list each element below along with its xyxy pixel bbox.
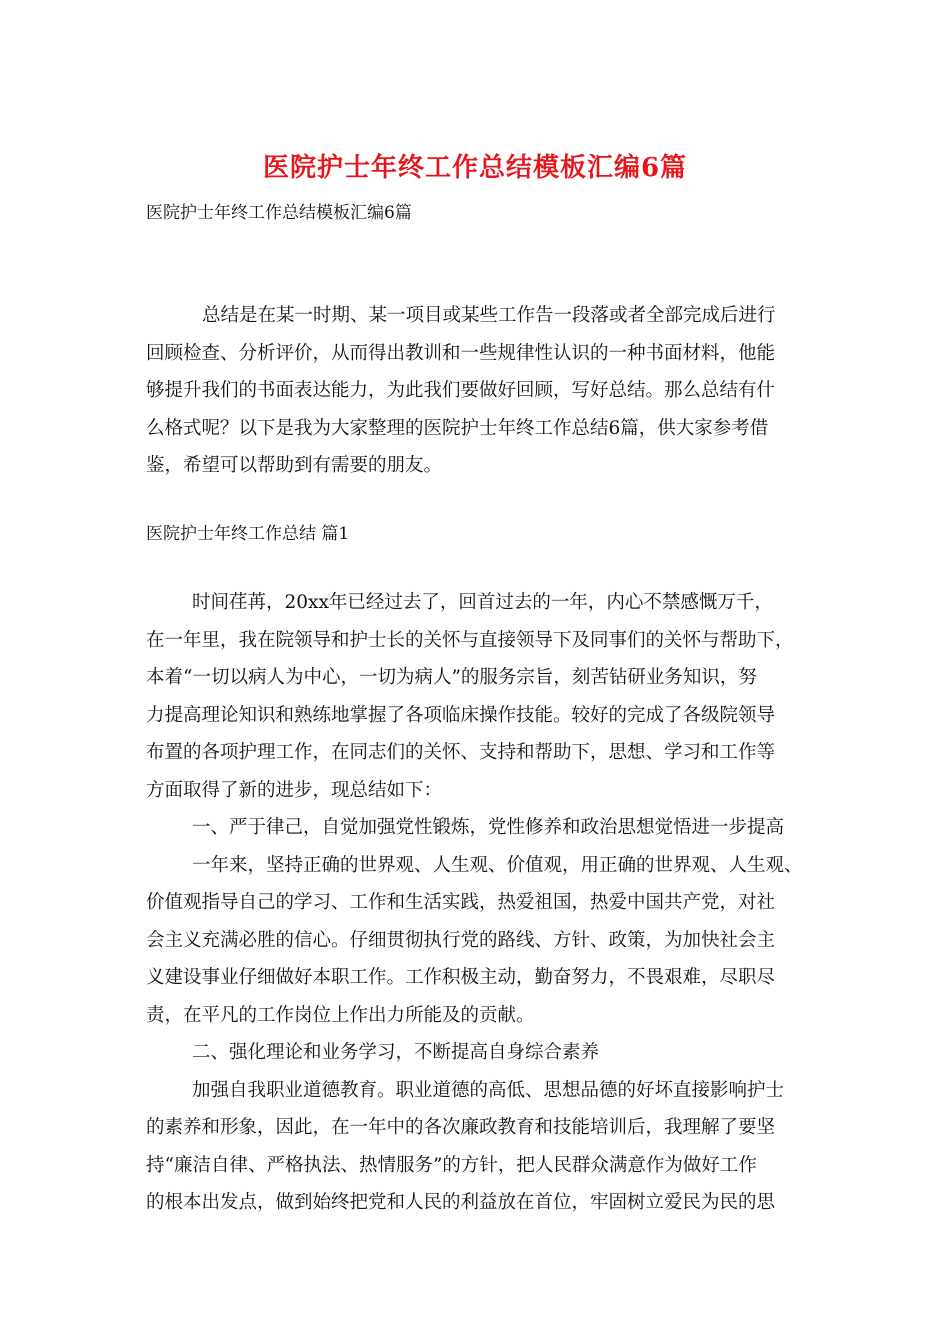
body-text <box>146 584 826 1222</box>
document-title: 医院护士年终工作总结模板汇编6篇 <box>262 153 688 183</box>
intro-paragraph <box>146 297 826 485</box>
body-line: 的素养和形象，因此，在一年中的各次廉政教育和技能培训后，我理解了要坚 <box>146 1117 776 1138</box>
intro-line: 总结是在某一时期、某一项目或某些工作告一段落或者全部完成后进行 <box>202 305 776 326</box>
intro-line: 鉴，希望可以帮助到有需要的朋友。 <box>146 455 443 476</box>
body-line: 布置的各项护理工作，在同志们的关怀、支持和帮助下，思想、学习和工作等 <box>146 742 776 763</box>
body-line: 一年来，坚持正确的世界观、人生观、价值观，用正确的世界观、人生观、 <box>192 854 803 876</box>
section-heading: 医院护士年终工作总结 篇1 <box>146 524 350 544</box>
body-line: 本着“一切以病人为中心，一切为病人”的服务宗旨，刻苦钻研业务知识，努 <box>146 667 757 688</box>
body-line: 方面取得了新的进步，现总结如下： <box>146 779 443 801</box>
body-line: 加强自我职业道德教育。职业道德的高低、思想品德的好坏直接影响护士 <box>192 1079 785 1101</box>
intro-line: 够提升我们的书面表达能力，为此我们要做好回顾，写好总结。那么总结有什 <box>146 380 776 401</box>
body-line: 义建设事业仔细做好本职工作。工作积极主动，勤奋努力，不畏艰难，尽职尽 <box>146 967 776 988</box>
body-line: 责，在平凡的工作岗位上作出力所能及的贡献。 <box>146 1004 535 1026</box>
body-line: 会主义充满必胜的信心。仔细贯彻执行党的路线、方针、政策，为加快社会主 <box>146 929 776 951</box>
body-line: 一、严于律己，自觉加强党性锻炼，党性修养和政治思想觉悟进一步提高 <box>192 817 785 838</box>
body-line: 在一年里，我在院领导和护士长的关怀与直接领导下及同事们的关怀与帮助下， <box>146 629 794 651</box>
body-line: 力提高理论知识和熟练地掌握了各项临床操作技能。较好的完成了各级院领导 <box>146 704 776 726</box>
intro-line: 回顾检查、分析评价，从而得出教训和一些规律性认识的一种书面材料，他能 <box>146 342 776 364</box>
body-line: 价值观指导自己的学习、工作和生活实践，热爱祖国，热爱中国共产党，对社 <box>146 892 776 913</box>
body-line: 持“廉洁自律、严格执法、热情服务”的方针，把人民群众满意作为做好工作 <box>146 1154 757 1176</box>
body-line: 二、强化理论和业务学习，不断提高自身综合素养 <box>192 1042 600 1063</box>
body-line: 时间荏苒，20xx年已经过去了，回首过去的一年，内心不禁感慨万千， <box>192 592 773 613</box>
intro-line: 么格式呢？以下是我为大家整理的医院护士年终工作总结6篇，供大家参考借 <box>146 417 769 439</box>
body-line: 的根本出发点，做到始终把党和人民的利益放在首位，牢固树立爱民为民的思 <box>146 1192 776 1213</box>
document-subtitle: 医院护士年终工作总结模板汇编6篇 <box>146 203 412 223</box>
